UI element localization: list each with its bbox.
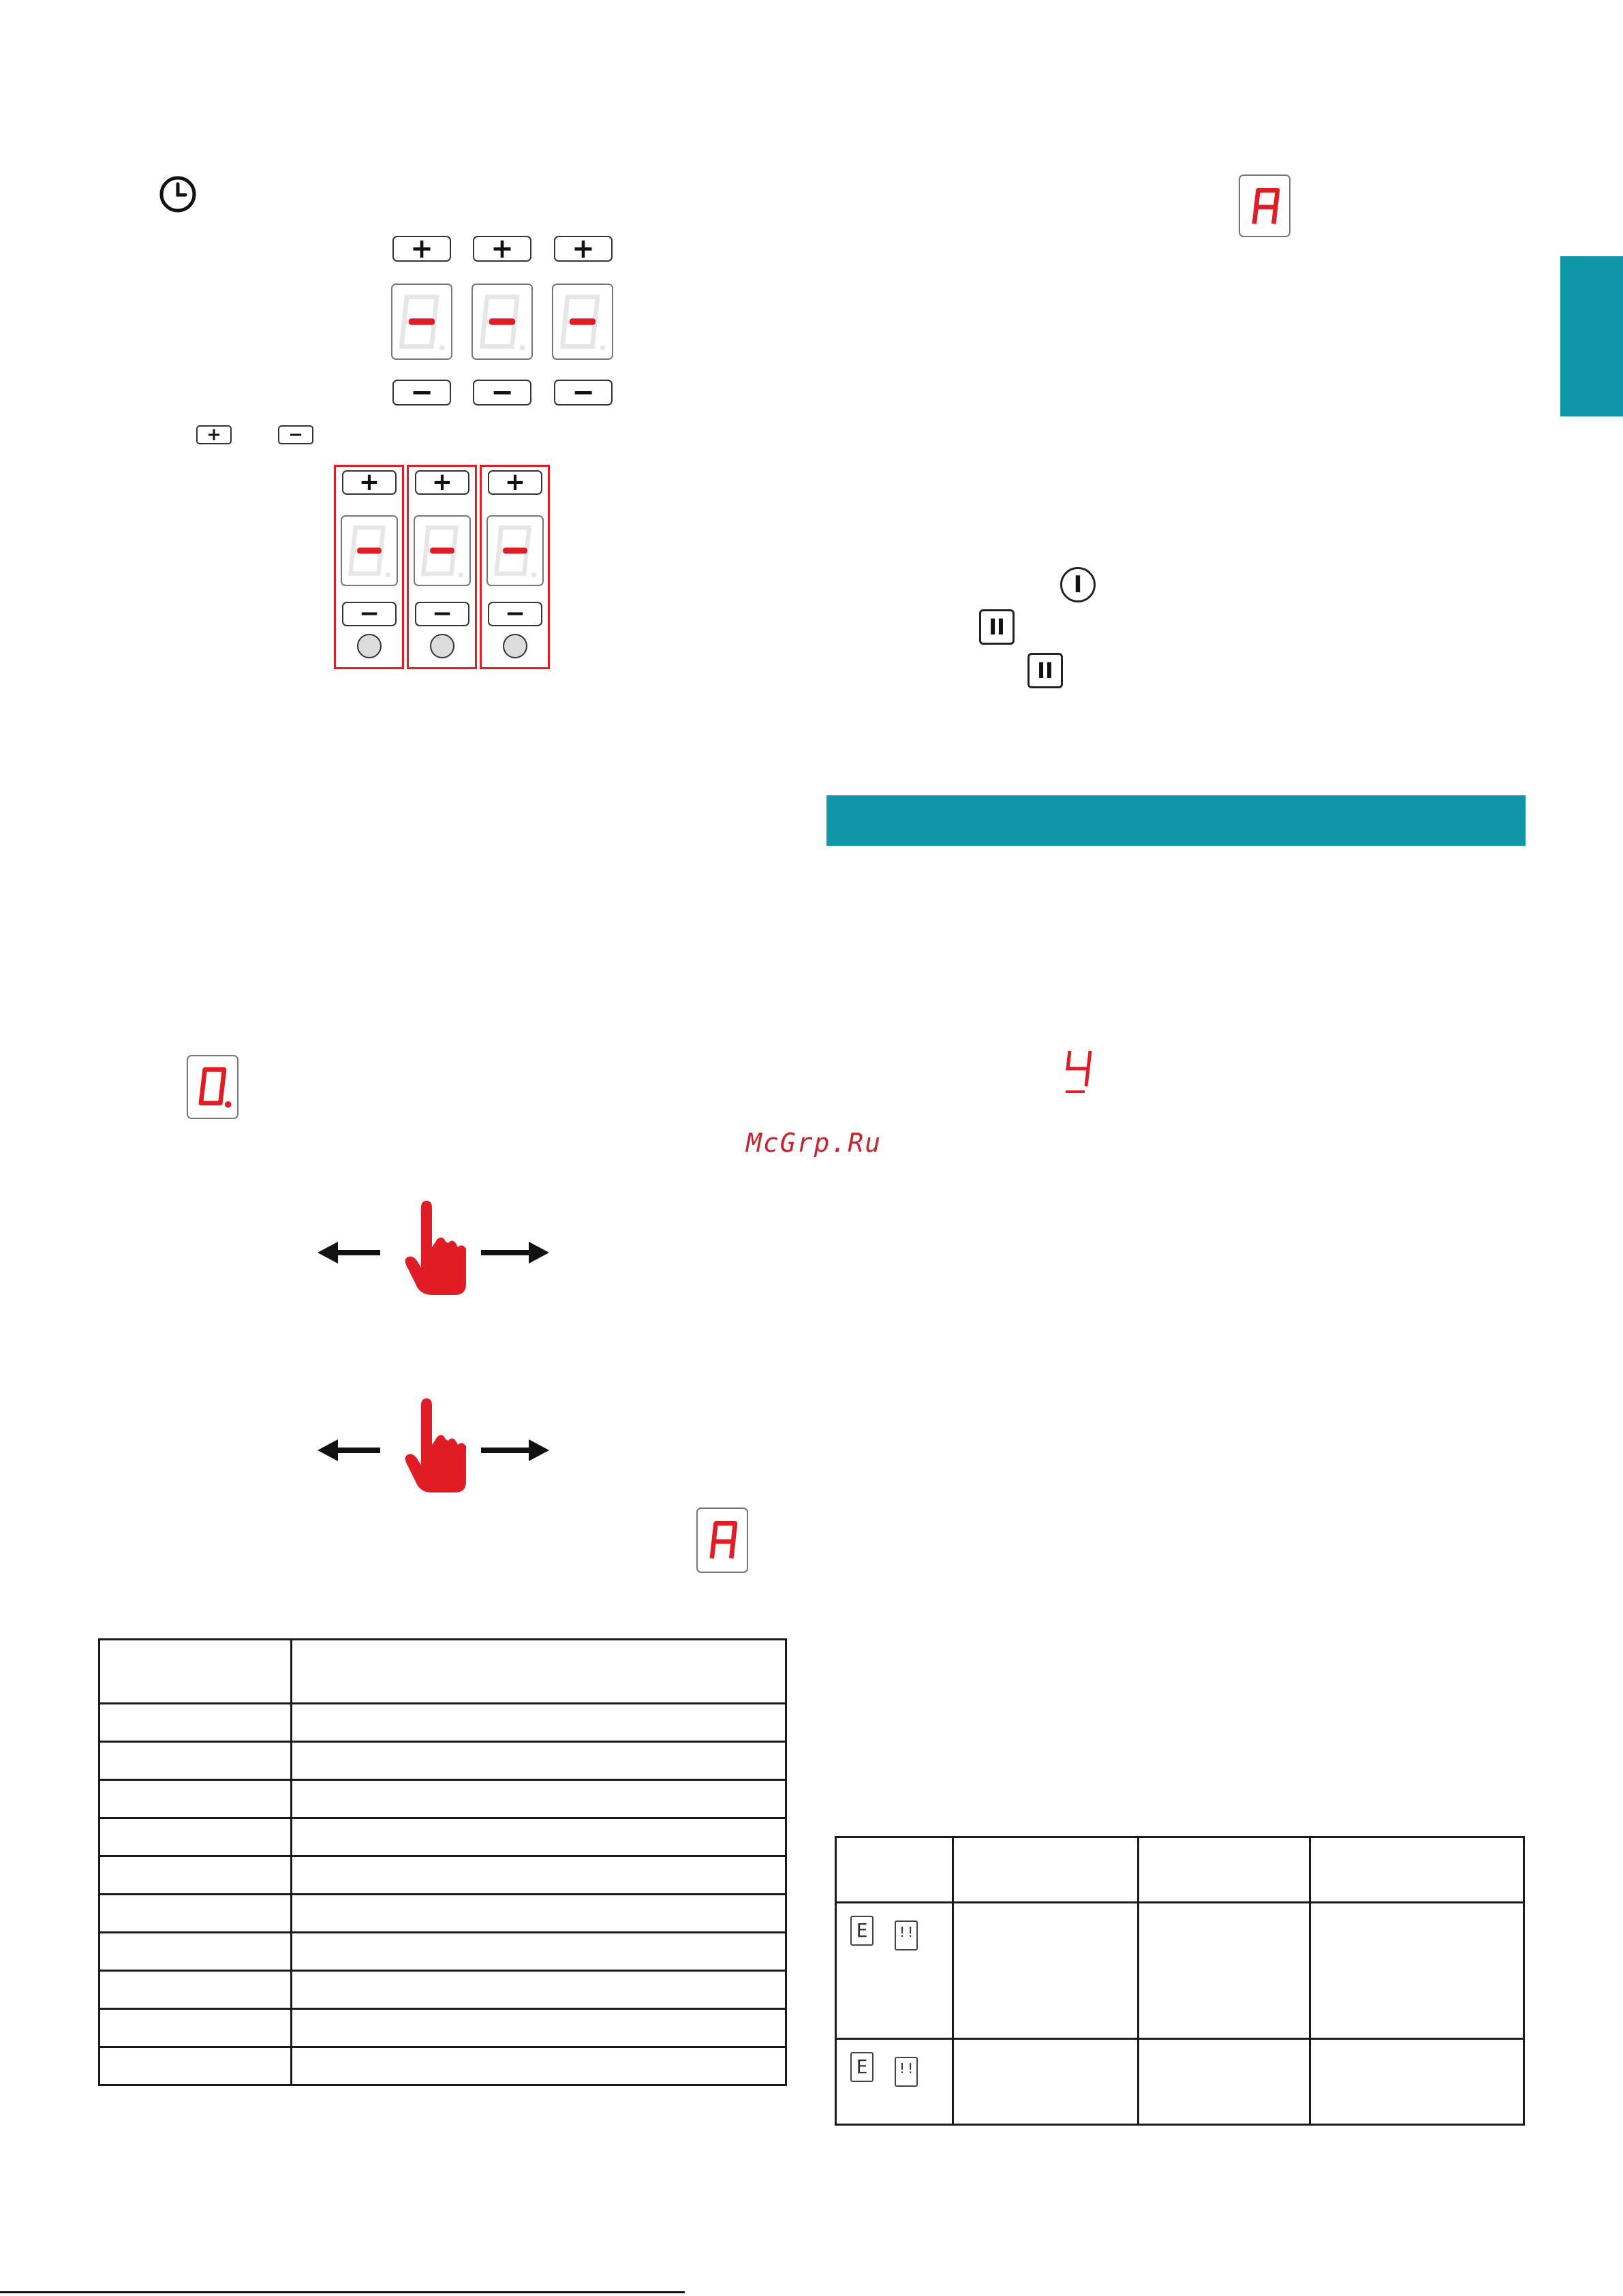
- highlighted-display-zone-1: [341, 515, 398, 586]
- plus-button-zone-3[interactable]: +: [554, 236, 613, 262]
- error-code-table: [835, 1836, 1525, 2126]
- zone-1-indicator-led: [357, 634, 382, 658]
- zone-2-indicator-led: [430, 634, 454, 658]
- minus-button-zone-3[interactable]: −: [554, 380, 613, 405]
- plus-button-highlighted-zone-3[interactable]: +: [488, 470, 542, 495]
- minus-button-highlighted-zone-2[interactable]: −: [415, 602, 469, 626]
- power-level-table: [98, 1638, 787, 2086]
- pause-button-2[interactable]: II: [1027, 653, 1063, 688]
- error-code-left-2: E: [850, 2052, 874, 2082]
- zero-display: [187, 1055, 238, 1119]
- minus-button-highlighted-zone-1[interactable]: −: [342, 602, 397, 626]
- timer-display-zone-1: [391, 284, 452, 360]
- error-code-right-1: !!: [895, 1920, 918, 1950]
- plus-button-highlighted-zone-1[interactable]: +: [342, 470, 397, 495]
- zero-display-text: 0.: [188, 1056, 189, 1058]
- plus-button-zone-2[interactable]: +: [473, 236, 531, 262]
- right-digit-display: [1062, 1047, 1097, 1095]
- highlighted-display-zone-2: [414, 515, 471, 586]
- top-right-display-text: A: [1240, 176, 1241, 177]
- error-code-right-2: !!: [895, 2057, 918, 2087]
- clock-icon: [158, 174, 198, 214]
- bottom-display: [696, 1507, 748, 1573]
- power-on-button[interactable]: I: [1060, 567, 1096, 602]
- error-code-cell-1: [836, 1903, 953, 2039]
- hand-pointer-icon: [405, 1201, 466, 1295]
- slide-gesture-1: [318, 1199, 553, 1302]
- error-code-left-1: E: [850, 1916, 874, 1946]
- hand-pointer-icon: [405, 1398, 466, 1493]
- top-right-display: [1239, 174, 1290, 237]
- minus-button-zone-1[interactable]: −: [392, 380, 451, 405]
- timer-display-zone-2: [472, 284, 533, 360]
- slide-gesture-2: [318, 1397, 553, 1499]
- minus-button-highlighted-zone-3[interactable]: −: [488, 602, 542, 626]
- section-header-bar: [826, 795, 1526, 846]
- footer-rule: [0, 2291, 685, 2293]
- error-code-cell-2: [836, 2039, 953, 2125]
- zone-3-indicator-led: [503, 634, 527, 658]
- inline-plus-key: +: [196, 425, 232, 444]
- highlighted-display-zone-3: [486, 515, 544, 586]
- watermark: McGrp.Ru: [746, 1128, 882, 1158]
- minus-button-zone-2[interactable]: −: [473, 380, 531, 405]
- plus-button-zone-1[interactable]: +: [392, 236, 451, 262]
- plus-button-highlighted-zone-2[interactable]: +: [415, 470, 469, 495]
- inline-minus-key: −: [278, 425, 313, 444]
- timer-display-zone-3: [552, 284, 613, 360]
- pause-button[interactable]: II: [979, 609, 1015, 645]
- language-side-tab: [1560, 256, 1623, 416]
